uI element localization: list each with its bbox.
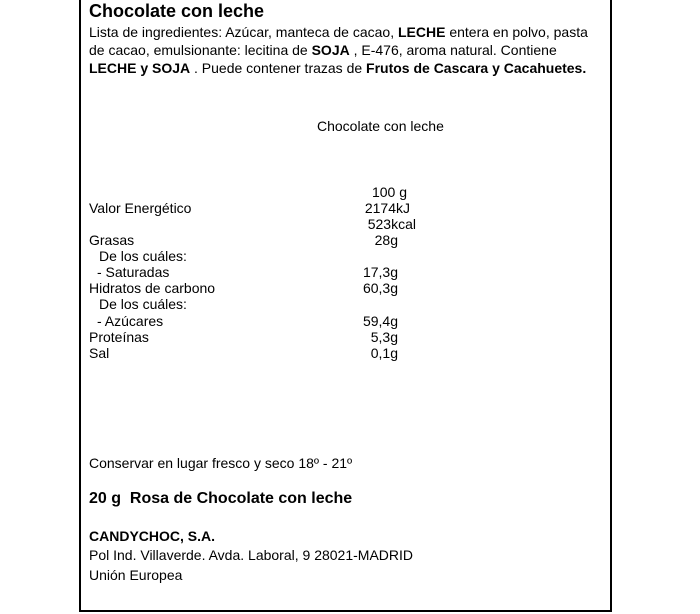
nutrient-label: Sal [89, 345, 110, 361]
product-line [89, 489, 352, 509]
nutrient-label: - Saturadas [97, 264, 170, 280]
nutrition-column-header: Chocolate con leche [317, 118, 444, 134]
nutrient-value: 100 g [371, 184, 407, 200]
nutrition-row [89, 296, 509, 312]
product-weight: 20 g [89, 490, 122, 507]
nutrient-label: Valor Energético [89, 200, 192, 216]
ingredient-allergen: LECHE y SOJA [89, 60, 191, 76]
company-address: Pol Ind. Villaverde. Avda. Laboral, 9 28021-MADRID [89, 547, 414, 563]
nutrition-row [89, 184, 509, 200]
company-name: CANDYCHOC, S.A. [89, 528, 216, 544]
nutrient-value: 59,4g [362, 313, 398, 329]
product-title: Chocolate con leche [89, 1, 265, 21]
nutrient-value: 17,3g [362, 264, 398, 280]
nutrient-value: 523kcal [367, 216, 416, 232]
nutrient-label: Hidratos de carbono [89, 280, 216, 296]
nutrient-value: 60,3g [362, 280, 398, 296]
nutrition-row [89, 248, 509, 264]
nutrient-label: De los cuáles: [99, 248, 187, 264]
nutrition-row [89, 313, 509, 329]
ingredient-text: entera en polvo, pasta de cacao, emulsionante: lecitina de [89, 24, 588, 58]
product-name: Rosa de Chocolate con leche [129, 490, 353, 507]
nutrition-row [89, 232, 509, 248]
nutrient-label: Grasas [89, 232, 135, 248]
company-region: Unión Europea [89, 567, 183, 583]
nutrient-value: 0,1g [370, 345, 398, 361]
nutrition-row [89, 345, 509, 361]
ingredient-text: , E-476, aroma natural. Contiene [349, 42, 557, 58]
ingredients-list [89, 23, 604, 77]
nutrition-row [89, 264, 509, 280]
nutrition-row [89, 329, 509, 345]
nutrition-row [89, 216, 509, 232]
nutrient-label: - Azúcares [97, 313, 164, 329]
ingredient-allergen: Frutos de Cascara y Cacahuetes. [366, 60, 587, 76]
nutrient-value: 5,3g [370, 329, 398, 345]
ingredient-text: Lista de ingredientes: Azúcar, manteca de cacao, [89, 24, 398, 40]
ingredient-allergen: SOJA [311, 42, 350, 58]
nutrient-label: De los cuáles: [99, 296, 187, 312]
nutrient-label: Proteínas [89, 329, 149, 345]
ingredient-allergen: LECHE [397, 24, 446, 40]
storage-instructions: Conservar en lugar fresco y seco 18º - 21º [89, 455, 353, 471]
nutrition-row [89, 280, 509, 296]
nutrient-value: 28g [374, 232, 398, 248]
nutrition-row [89, 200, 509, 216]
nutrient-value: 2174kJ [364, 200, 410, 216]
ingredient-text: . Puede contener trazas de [190, 60, 367, 76]
